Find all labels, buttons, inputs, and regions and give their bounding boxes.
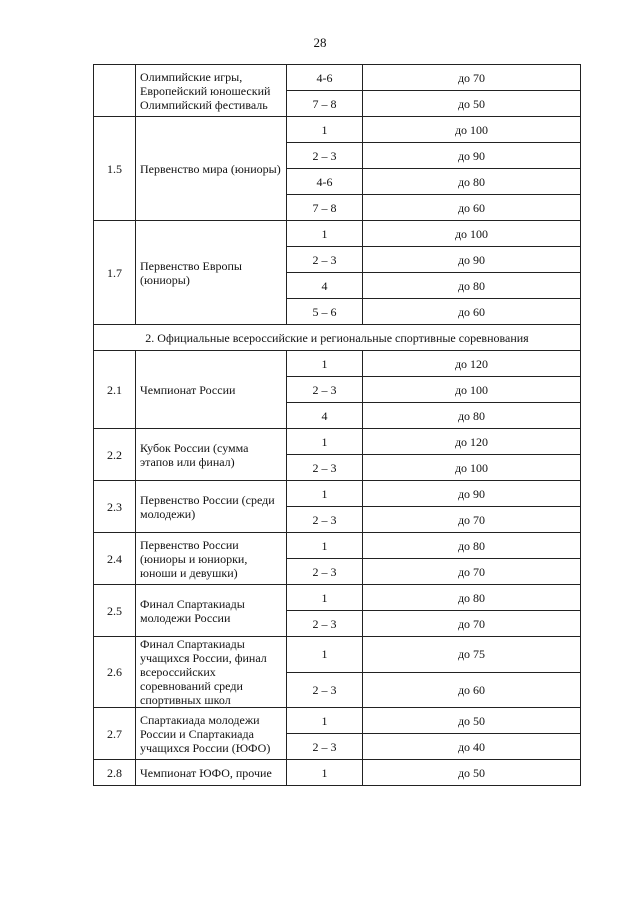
- place-cell: 2 – 3: [287, 559, 363, 585]
- points-cell: до 50: [363, 760, 581, 786]
- competition-name: Первенство мира (юниоры): [136, 117, 287, 221]
- table-row: [94, 481, 581, 507]
- table-row: [94, 637, 581, 673]
- place-cell: 1: [287, 351, 363, 377]
- row-number: 2.8: [94, 760, 136, 786]
- competition-name: Кубок России (сумма этапов или финал): [136, 429, 287, 481]
- competition-name: Финал Спартакиады учащихся России, финал всероссийских соревнований среди спортивных школ: [136, 637, 287, 708]
- points-cell: до 60: [363, 195, 581, 221]
- place-cell: 7 – 8: [287, 195, 363, 221]
- points-cell: до 70: [363, 559, 581, 585]
- competition-name: Первенство России (среди молодежи): [136, 481, 287, 533]
- place-cell: 2 – 3: [287, 143, 363, 169]
- points-cell: до 80: [363, 403, 581, 429]
- place-cell: 1: [287, 637, 363, 673]
- points-cell: до 80: [363, 585, 581, 611]
- place-cell: 1: [287, 760, 363, 786]
- competition-name: Чемпионат ЮФО, прочие: [136, 760, 287, 786]
- place-cell: 4-6: [287, 65, 363, 91]
- table-row: [94, 221, 581, 247]
- place-cell: 2 – 3: [287, 455, 363, 481]
- points-cell: до 90: [363, 143, 581, 169]
- points-cell: до 90: [363, 247, 581, 273]
- competition-name: Финал Спартакиады молодежи России: [136, 585, 287, 637]
- row-number: 2.2: [94, 429, 136, 481]
- points-cell: до 80: [363, 169, 581, 195]
- row-number: 2.6: [94, 637, 136, 708]
- points-cell: до 75: [363, 637, 581, 673]
- points-cell: до 100: [363, 455, 581, 481]
- points-cell: до 50: [363, 91, 581, 117]
- table-row: [94, 533, 581, 559]
- points-cell: до 60: [363, 299, 581, 325]
- row-number: [94, 65, 136, 117]
- points-cell: до 80: [363, 533, 581, 559]
- row-number: 2.1: [94, 351, 136, 429]
- points-cell: до 50: [363, 708, 581, 734]
- table-row: [94, 429, 581, 455]
- table-row: [94, 708, 581, 734]
- place-cell: 1: [287, 221, 363, 247]
- place-cell: 2 – 3: [287, 247, 363, 273]
- place-cell: 2 – 3: [287, 672, 363, 708]
- place-cell: 1: [287, 117, 363, 143]
- row-number: 1.7: [94, 221, 136, 325]
- page-number: 28: [313, 35, 327, 50]
- competition-name: Олимпийские игры, Европейский юношеский Олимпийский фестиваль: [136, 65, 287, 117]
- place-cell: 4-6: [287, 169, 363, 195]
- results-table: [93, 64, 581, 786]
- place-cell: 4: [287, 273, 363, 299]
- row-number: 1.5: [94, 117, 136, 221]
- points-cell: до 80: [363, 273, 581, 299]
- table-row: [94, 65, 581, 91]
- competition-name: Первенство Европы (юниоры): [136, 221, 287, 325]
- place-cell: 1: [287, 429, 363, 455]
- place-cell: 5 – 6: [287, 299, 363, 325]
- points-cell: до 70: [363, 507, 581, 533]
- place-cell: 2 – 3: [287, 611, 363, 637]
- points-cell: до 70: [363, 611, 581, 637]
- place-cell: 1: [287, 585, 363, 611]
- competition-name: Первенство России (юниоры и юниорки, юноши и девушки): [136, 533, 287, 585]
- row-number: 2.7: [94, 708, 136, 760]
- points-cell: до 100: [363, 221, 581, 247]
- place-cell: 1: [287, 481, 363, 507]
- table-row: [94, 351, 581, 377]
- points-cell: до 120: [363, 351, 581, 377]
- table-row: [94, 760, 581, 786]
- row-number: 2.5: [94, 585, 136, 637]
- row-number: 2.4: [94, 533, 136, 585]
- points-cell: до 40: [363, 734, 581, 760]
- place-cell: 2 – 3: [287, 734, 363, 760]
- points-cell: до 60: [363, 672, 581, 708]
- section-header-row: [94, 325, 581, 351]
- competition-name: Спартакиада молодежи России и Спартакиада учащихся России (ЮФО): [136, 708, 287, 760]
- place-cell: 2 – 3: [287, 377, 363, 403]
- place-cell: 2 – 3: [287, 507, 363, 533]
- points-cell: до 70: [363, 65, 581, 91]
- place-cell: 1: [287, 533, 363, 559]
- points-cell: до 120: [363, 429, 581, 455]
- section-title: 2. Официальные всероссийские и региональные спортивные соревнования: [94, 325, 581, 351]
- table-row: [94, 585, 581, 611]
- points-cell: до 100: [363, 377, 581, 403]
- place-cell: 7 – 8: [287, 91, 363, 117]
- place-cell: 4: [287, 403, 363, 429]
- competition-name: Чемпионат России: [136, 351, 287, 429]
- points-cell: до 90: [363, 481, 581, 507]
- row-number: 2.3: [94, 481, 136, 533]
- table-row: [94, 117, 581, 143]
- points-cell: до 100: [363, 117, 581, 143]
- place-cell: 1: [287, 708, 363, 734]
